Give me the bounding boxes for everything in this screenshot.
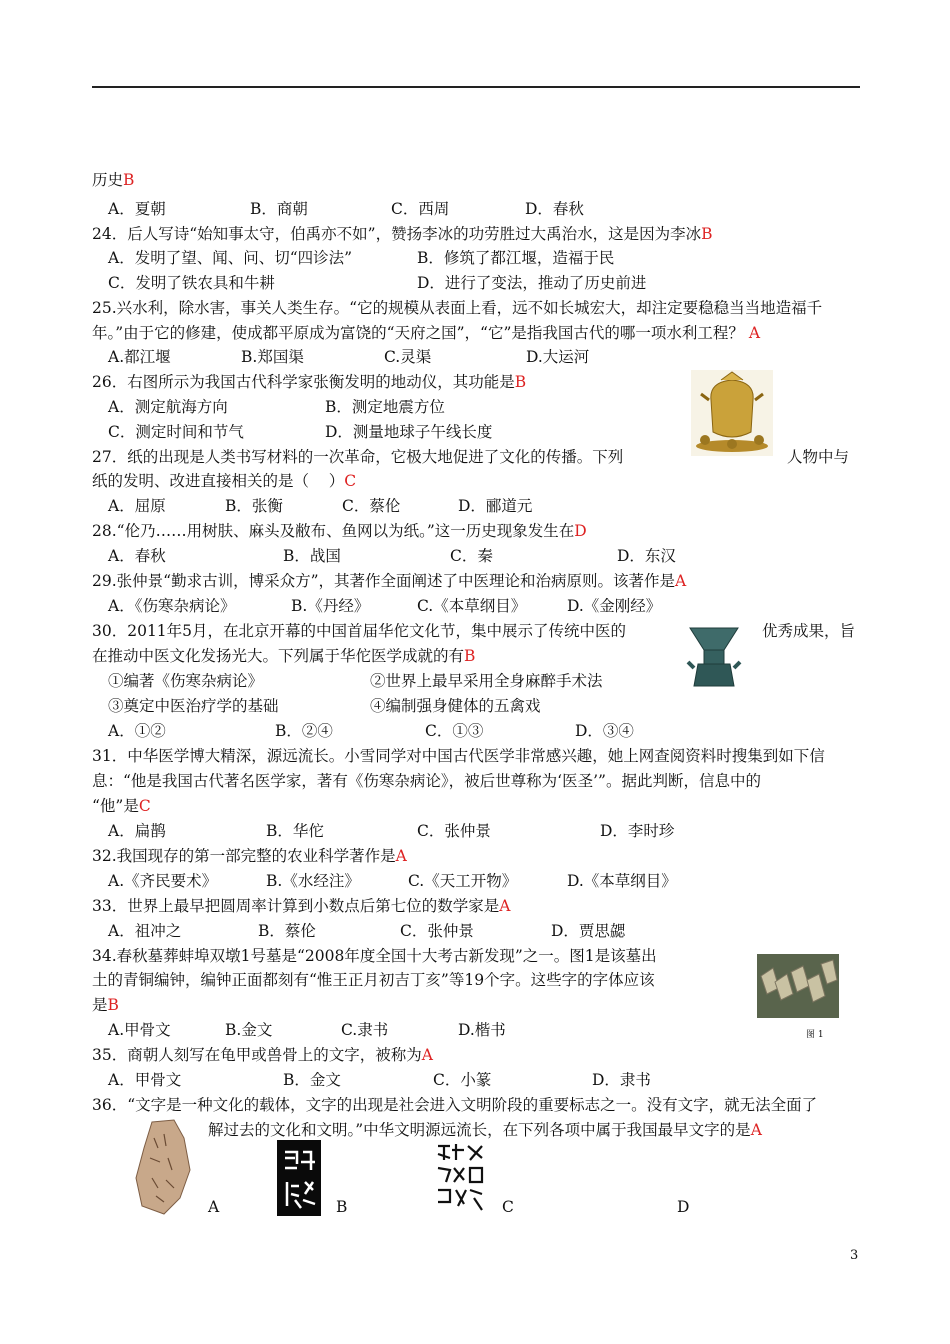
option: B．测定地震方位 (325, 398, 445, 416)
answer-mark: D (574, 522, 587, 540)
option: A．祖冲之 (108, 922, 182, 940)
bronze-vessel-image (684, 624, 744, 692)
option: D．春秋 (525, 200, 584, 218)
option: C．张仲景 (417, 822, 491, 840)
figure-caption: 图 1 (806, 1030, 824, 1040)
option: D．进行了变法，推动了历史前进 (417, 274, 647, 292)
q28-stem: 28.“伦乃……用树肤、麻头及敝布、鱼网以为纸。”这一历史现象发生在D (92, 522, 587, 540)
q27-line1a: 27．纸的出现是人类书写材料的一次革命，它极大地促进了文化的传播。下列 (92, 448, 624, 466)
option: D.楷书 (458, 1021, 506, 1039)
option: C．发明了铁农具和牛耕 (108, 274, 275, 292)
statement: ①编著《伤寒杂病论》 (108, 672, 264, 690)
bronze-bells-image (757, 954, 839, 1018)
statement: ④编制强身健体的五禽戏 (370, 697, 541, 715)
option: A．甲骨文 (108, 1071, 182, 1089)
option: B．修筑了都江堰，造福于民 (417, 249, 615, 267)
option: D．③④ (575, 722, 634, 740)
q27-line1b: 人物中与 (787, 448, 850, 466)
option: C.《天工开物》 (408, 872, 518, 890)
q23-stem: 历史B (92, 171, 135, 189)
option: A.《齐民要术》 (108, 872, 218, 890)
q36-line1: 36．“文字是一种文化的载体，文字的出现是社会进入文明阶段的重要标志之一。没有文字，就无法全面了 (92, 1096, 818, 1114)
q32-stem: 32.我国现存的第一部完整的农业科学著作是A (92, 847, 407, 865)
q34-line3: 是B (92, 996, 119, 1014)
option: C.灵渠 (384, 348, 432, 366)
q25-line2: 年。”由于它的修建，使成都平原成为富饶的“天府之国”，“它”是指我国古代的哪一项水利工程？ A (92, 324, 761, 342)
option: B．②④ (275, 722, 333, 740)
option: C．蔡伦 (342, 497, 401, 515)
q26-stem: 26．右图所示为我国古代科学家张衡发明的地动仪，其功能是B (92, 373, 527, 391)
choice-label: A (208, 1198, 220, 1216)
q30-line2: 在推动中医文化发扬光大。下列属于华佗医学成就的有B (92, 647, 476, 665)
option: A．《伤寒杂病论》 (108, 597, 236, 615)
option: A．屈原 (108, 497, 166, 515)
option: C．测定时间和节气 (108, 423, 244, 441)
answer-mark: A (675, 572, 687, 590)
q34-line1: 34.春秋墓葬蚌埠双墩1号墓是“2008年度全国十大考古新发现”之一。图1是该墓出 (92, 947, 657, 965)
option: C.《本草纲目》 (417, 597, 527, 615)
answer-mark: B (701, 225, 713, 243)
answer-mark: B (464, 647, 476, 665)
choice-label: D (677, 1198, 690, 1216)
option: D．测量地球子午线长度 (325, 423, 493, 441)
statement: ③奠定中医治疗学的基础 (108, 697, 279, 715)
option: A．①② (108, 722, 166, 740)
option: C．小篆 (433, 1071, 492, 1089)
answer-mark: A (395, 847, 407, 865)
q34-line2: 土的青铜编钟，编钟正面都刻有“惟王正月初吉丁亥”等19个字。这些字的字体应该 (92, 971, 655, 989)
q31-line3: “他”是C (92, 797, 151, 815)
answer-mark: A (750, 1121, 762, 1139)
answer-mark: B (123, 171, 135, 189)
choice-label: C (502, 1198, 514, 1216)
page-number: 3 (850, 1248, 859, 1263)
option: C．张仲景 (400, 922, 474, 940)
option: D．李时珍 (600, 822, 675, 840)
choice-label: B (336, 1198, 348, 1216)
header-rule (92, 86, 860, 88)
q29-stem: 29.张仲景“勤求古训，博采众方”，其著作全面阐述了中医理论和治病原则。该著作是A (92, 572, 687, 590)
option: B.《丹经》 (291, 597, 370, 615)
q31-line1: 31．中华医学博大精深，源远流长。小雪同学对中国古代医学非常感兴趣，她上网查阅资料时搜集到如下信 (92, 747, 825, 765)
q25-line1: 25.兴水利，除水害，事关人类生存。“它的规模从表面上看，远不如长城宏大，却注定要稳稳当当地造福千 (92, 299, 823, 317)
option: A．测定航海方向 (108, 398, 228, 416)
option: A．夏朝 (108, 200, 166, 218)
option: D.《本草纲目》 (567, 872, 677, 890)
option: A.甲骨文 (108, 1021, 171, 1039)
answer-mark: C (138, 797, 151, 815)
q24-stem: 24．后人写诗“始知事太守，伯禹亦不如”，赞扬李冰的功劳胜过大禹治水，这是因为李冰B (92, 225, 713, 243)
q36-line2: 解过去的文化和文明。”中华文明源远流长，在下列各项中属于我国最早文字的是A (208, 1121, 762, 1139)
option: C.隶书 (341, 1021, 389, 1039)
q31-line2: 息：“他是我国古代著名医学家，著有《伤寒杂病论》，被后世尊称为‘医圣’”。据此判断，信息中的 (92, 772, 761, 790)
answer-mark: C (344, 472, 357, 490)
answer-mark: B (107, 996, 119, 1014)
option: B.金文 (225, 1021, 273, 1039)
q33-stem: 33．世界上最早把圆周率计算到小数点后第七位的数学家是A (92, 897, 511, 915)
option: B．蔡伦 (258, 922, 316, 940)
q30-line1b: 优秀成果，旨 (762, 622, 856, 640)
seal-script-image (277, 1140, 321, 1216)
answer-mark: A (748, 324, 761, 342)
option: D．东汉 (617, 547, 676, 565)
option: B．金文 (283, 1071, 341, 1089)
q27-line2: 纸的发明、改进直接相关的是（ ）C (92, 472, 357, 490)
option: A.都江堰 (108, 348, 171, 366)
bronze-inscription-image (434, 1140, 488, 1216)
q35-stem: 35．商朝人刻写在龟甲或兽骨上的文字，被称为A (92, 1046, 433, 1064)
option: C．秦 (450, 547, 493, 565)
option: D．贾思勰 (551, 922, 626, 940)
option: B.郑国渠 (241, 348, 304, 366)
option: D.大运河 (526, 348, 590, 366)
option: B．商朝 (250, 200, 308, 218)
option: B．华佗 (266, 822, 324, 840)
answer-mark: A (499, 897, 511, 915)
option: B．张衡 (225, 497, 283, 515)
option: D．郦道元 (458, 497, 533, 515)
oracle-bone-image (134, 1118, 194, 1216)
option: D．隶书 (592, 1071, 651, 1089)
option: C．西周 (391, 200, 450, 218)
option: A．发明了望、闻、问、切“四诊法” (108, 249, 353, 267)
option: B.《水经注》 (266, 872, 360, 890)
option: A．春秋 (108, 547, 166, 565)
seismograph-image (691, 370, 773, 456)
answer-mark: A (421, 1046, 433, 1064)
answer-mark: B (514, 373, 527, 391)
option: C．①③ (425, 722, 484, 740)
option: D.《金刚经》 (567, 597, 662, 615)
q30-line1a: 30．2011年5月，在北京开幕的中国首届华佗文化节，集中展示了传统中医的 (92, 622, 627, 640)
statement: ②世界上最早采用全身麻醉手术法 (370, 672, 603, 690)
option: B．战国 (283, 547, 341, 565)
option: A．扁鹊 (108, 822, 166, 840)
